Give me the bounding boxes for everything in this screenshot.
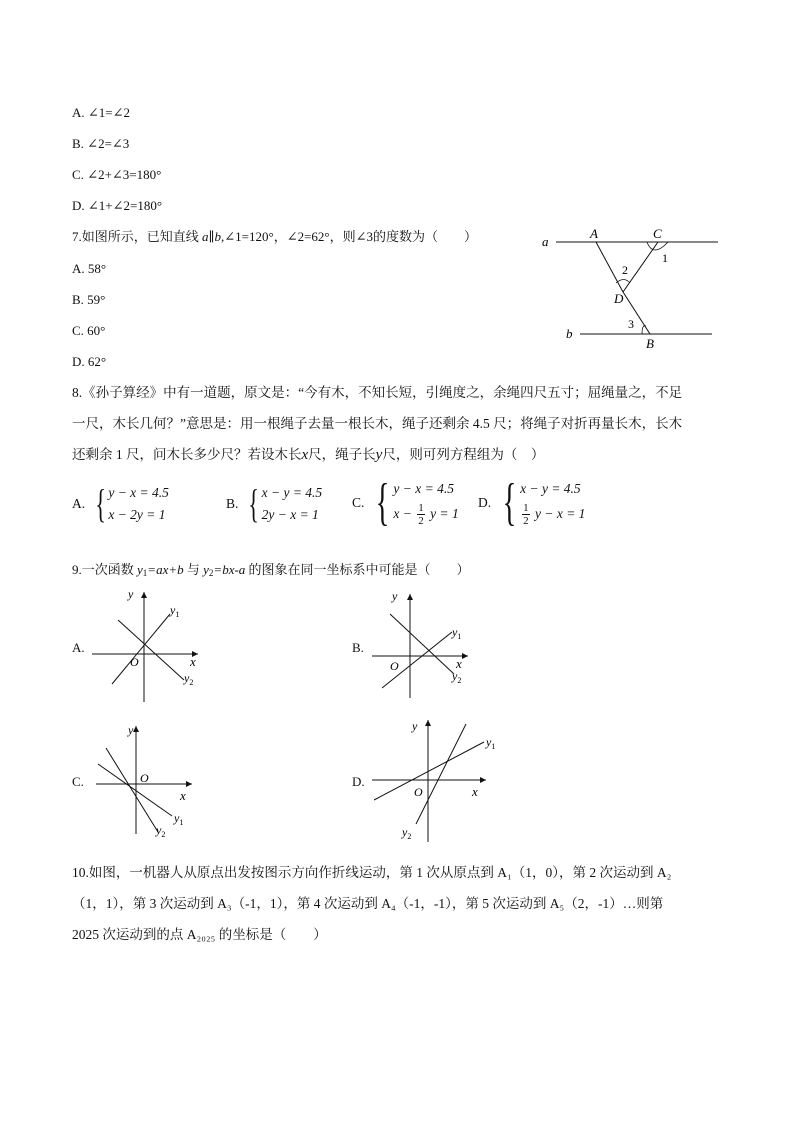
- q8-line3: [72, 439, 732, 471]
- q7-label-a: a: [542, 234, 549, 249]
- q9-b-y1-label: $y_1$: [452, 625, 462, 641]
- q10-stem: [72, 857, 732, 950]
- q6-option-a: A. ∠1=∠2: [72, 105, 131, 120]
- q10-line3: 2025 次运动到的点 A₂₀₂₅ 的坐标是（ ）: [72, 927, 327, 942]
- origin-label: O: [140, 771, 149, 785]
- q9-y1: y: [137, 562, 143, 577]
- q9-graph-c: [88, 720, 218, 840]
- q7-label-angle1: 1: [662, 251, 668, 265]
- q9-d-line-y1: [374, 742, 484, 800]
- brace-icon: {: [95, 481, 107, 526]
- q9-a-line-y2: [118, 620, 184, 680]
- q7-label-point-d: D: [614, 291, 624, 306]
- q8-option-c-eq2-post: y = 1: [430, 506, 459, 521]
- q8-option-b-system: [262, 482, 323, 526]
- q9-mid: 与: [183, 562, 204, 577]
- q8-option-c: [352, 474, 459, 531]
- q8-option-d-eq2-post: y − x = 1: [534, 506, 586, 521]
- q9-a-line-y1: [112, 614, 170, 684]
- q10-line1: 10.如图，一机器人从原点出发按图示方向作折线运动，第 1 次从原点到 A₁（1，0），第 2 次运动到 A₂: [72, 865, 672, 880]
- y-axis-label: y: [128, 587, 134, 601]
- q9-y2-sub: 2: [208, 568, 214, 578]
- q8-option-c-eq2: [393, 500, 458, 528]
- fraction-denominator: 2: [418, 515, 424, 528]
- origin-label: O: [390, 659, 399, 673]
- x-axis-label: x: [190, 654, 196, 669]
- q9-c-line-y1: [98, 764, 172, 816]
- q8-option-c-fraction: [417, 502, 425, 527]
- q9-c-line-y2: [106, 748, 158, 832]
- brace-icon: {: [502, 474, 517, 531]
- q9-stem-pre: 9.一次函数: [72, 562, 138, 577]
- q9-a-y1-label: $y_1$: [170, 603, 180, 619]
- y-axis-label: y: [392, 589, 398, 603]
- fraction-numerator: 1: [523, 502, 529, 515]
- origin-label: O: [130, 655, 139, 669]
- q7-option-b: B. 59°: [72, 292, 106, 307]
- q7-label-angle2: 2: [622, 263, 628, 277]
- q8-option-b-label: B.: [226, 496, 239, 511]
- fraction-denominator: 2: [523, 515, 529, 528]
- q7-stem-post: ,∠1=120°，∠2=62°，则∠3的度数为（ ）: [221, 229, 478, 244]
- q8-line1: 8.《孙子算经》中有一道题，原文是：“今有木，不知长短，引绳度之，余绳四尺五寸；屈绳量之，不足: [72, 385, 683, 400]
- q9-c-y2-label: $y_2$: [156, 823, 166, 839]
- x-axis-label: x: [472, 784, 478, 799]
- q8-option-a-system: [108, 482, 169, 526]
- q9-eq2: =bx-a: [213, 562, 246, 577]
- x-axis-label: x: [456, 656, 462, 671]
- q8-line3-pre: 还剩余 1 尺，问木长多少尺？若设木长: [72, 447, 302, 462]
- q7-label-point-b: B: [646, 336, 654, 351]
- q9-a-y2-label: $y_2$: [184, 671, 194, 687]
- brace-icon: {: [248, 481, 260, 526]
- q8-option-c-label: C.: [352, 495, 365, 510]
- q8-option-c-eq2-pre: x −: [393, 506, 412, 521]
- q9-option-c-label: C.: [72, 774, 84, 789]
- q9-eq1: =ax+b: [147, 562, 184, 577]
- fraction-numerator: 1: [418, 502, 424, 515]
- q8-option-a-eq1: y − x = 4.5: [108, 485, 169, 500]
- q8-option-c-eq1: y − x = 4.5: [393, 481, 454, 496]
- q8-line3-post: 尺，则可列方程组为（ ）: [382, 447, 545, 462]
- q7-segment-ad: [596, 242, 623, 292]
- q6-option-c: C. ∠2+∠3=180°: [72, 167, 162, 182]
- q9-b-line-y2: [390, 614, 454, 674]
- q8-line3-mid: 尺，绳子长: [308, 447, 376, 462]
- q7-stem-b: b: [214, 229, 222, 244]
- q9-stem: [72, 561, 470, 582]
- q8-option-a-label: A.: [72, 496, 86, 511]
- brace-icon: {: [376, 474, 390, 531]
- q8-option-b-eq2: 2y − x = 1: [261, 507, 319, 522]
- q9-b-y2-label: $y_2$: [452, 669, 462, 685]
- q8-var-y: y: [375, 447, 383, 463]
- y-axis-label: y: [128, 723, 134, 737]
- q9-d-y1-label: $y_1$: [486, 735, 496, 751]
- q8-option-c-system: [393, 478, 458, 528]
- q9-y1-sub: 1: [142, 568, 148, 578]
- q9-option-a-label: A.: [72, 640, 85, 655]
- q9-graph-b: [368, 586, 498, 706]
- q8-option-a: [72, 482, 169, 526]
- q8-option-d-system: [520, 478, 585, 528]
- q8-option-b: [226, 482, 322, 526]
- q7-label-b: b: [566, 326, 573, 341]
- q7-label-point-c: C: [653, 226, 662, 241]
- q9-y2: y: [203, 562, 209, 577]
- q7-option-a: A. 58°: [72, 261, 107, 276]
- q7-stem-pre: 7.如图所示，已知直线: [72, 229, 203, 244]
- q9-stem-post: 的图象在同一坐标系中可能是（ ）: [245, 562, 470, 577]
- q9-graph-a: [88, 586, 218, 706]
- q7-option-d: D. 62°: [72, 354, 107, 369]
- q8-option-d-label: D.: [478, 495, 492, 510]
- q8-line2: 一尺，木长几何？”意思是：用一根绳子去量一根长木，绳子还剩余 4.5 尺；将绳子对折再量长木，长木: [72, 416, 683, 431]
- q8-option-d: [478, 474, 586, 531]
- q9-option-d-label: D.: [352, 774, 365, 789]
- q8-stem: [72, 377, 732, 471]
- q9-option-b-label: B.: [352, 640, 364, 655]
- q7-figure: [536, 224, 726, 354]
- q8-option-a-eq2: x − 2y = 1: [108, 507, 166, 522]
- q7-option-c: C. 60°: [72, 323, 106, 338]
- q8-option-d-eq2: [520, 500, 585, 528]
- q6-option-b: B. ∠2=∠3: [72, 136, 130, 151]
- q9-c-y1-label: $y_1$: [174, 811, 184, 827]
- q6-option-d: D. ∠1+∠2=180°: [72, 198, 163, 213]
- q8-option-d-fraction: [522, 502, 530, 527]
- q7-stem-parallel: ∥: [208, 229, 215, 244]
- q8-option-b-eq1: x − y = 4.5: [261, 485, 323, 500]
- q7-stem: [72, 228, 477, 246]
- q7-label-angle3: 3: [628, 317, 634, 331]
- q10-line2: （1，1），第 3 次运动到 A₃（-1，1），第 4 次运动到 A₄（-1，-1），第 5 次运动到 A₅（2，-1）…则第: [72, 896, 664, 911]
- origin-label: O: [414, 785, 423, 799]
- q7-stem-a: a: [202, 229, 209, 244]
- q7-label-point-a: A: [590, 226, 598, 241]
- x-axis-label: x: [180, 788, 186, 803]
- q8-option-d-eq1: x − y = 4.5: [520, 481, 581, 496]
- q9-d-y2-label: $y_2$: [402, 825, 412, 841]
- q9-graph-d: [368, 712, 508, 846]
- q8-var-x: x: [301, 447, 309, 463]
- y-axis-label: y: [412, 719, 418, 733]
